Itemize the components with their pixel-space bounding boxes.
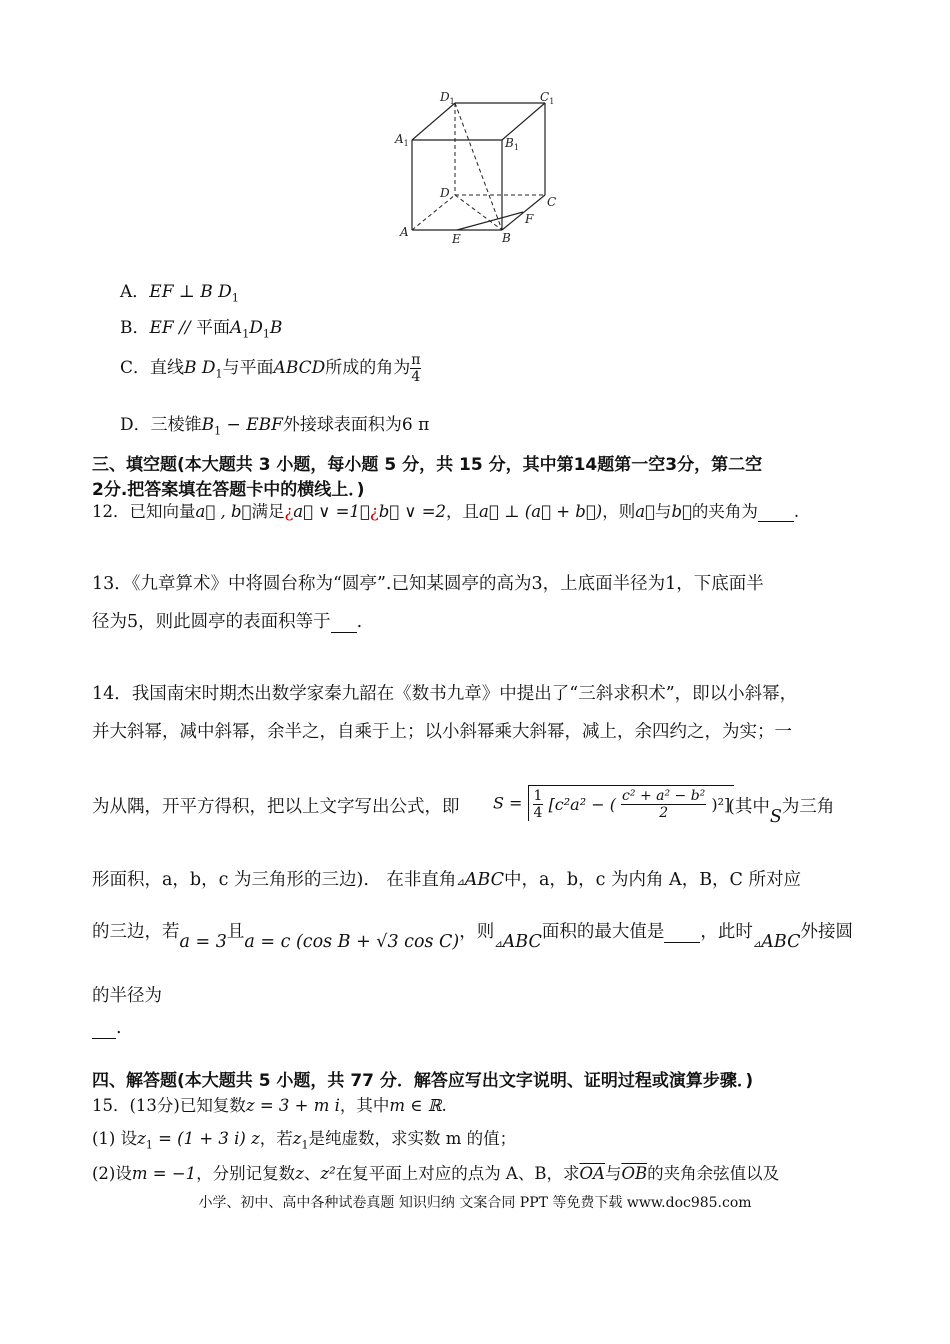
option-a: A．EF ⊥ B $D_1$ [120,282,239,305]
cube-figure [390,85,570,250]
question-14-line-6: 的半径为 [92,986,162,1006]
question-15-part-2: (2)设m = −1，分别记复数z、z²在复平面上对应的点为 A、B，求$\overline{OA}$与$\overline{OB}$的夹角余弦值以及 [92,1164,780,1183]
label-F: F [525,212,534,226]
answer-blank[interactable] [664,922,700,943]
question-13-line-1: 13．《九章算术》中将圆台称为“圆亭”.已知某圆亭的高为3，上底面半径为1，下底面半 [92,574,764,594]
question-15-part-1: (1) 设$z_1 = (1 + 3$ i) z，若$z_1$是纯虚数，求实数 m 的值； [92,1129,517,1152]
label-B1: $B_1$ [505,136,519,152]
label-C1: $C_1$ [540,90,555,106]
label-D: D [440,186,450,200]
label-A: A [400,225,409,239]
question-14-line-5: 的三边，若a = 3且a = c (cos B + √3 cos C)，则$_⊿$ABC面积的最大值是 ，此时$_⊿$ABC外接圆 [92,922,853,952]
heron-formula: S = $\frac{1}{4}$ [c²a² − ( $\frac{\text{c² + a² − b²}}{2}$ )²] [493,785,734,821]
section-4-heading: 四、解答题(本大题共 5 小题，共 77 分．解答应写出文字说明、证明过程或演算步骤．) [92,1071,754,1091]
label-C: C [547,195,557,209]
question-14-line-3b: (其中S为三角 [728,797,835,827]
question-14-line-4: 形面积，a，b，c 为三角形的三边). 在非直角⊿ABC中，a，b，c 为内角 A，B，C 所对应 [92,870,802,890]
question-14-line-7: . [92,1018,122,1039]
question-13-line-2: 径为5，则此圆亭的表面积等于 . [92,612,363,632]
label-A1: $A_1$ [395,132,409,148]
page-footer: 小学、初中、高中各种试卷真题 知识归纳 文案合同 PPT 等免费下载 www.doc985.com [198,1195,752,1211]
option-c: C．直线B $D_1$与平面ABCD所成的角为 $\frac{\pi}{4}$ [120,352,421,385]
answer-blank[interactable] [331,612,357,633]
question-12: 12．已知向量a⃗ , b⃗满足¿a⃗ ∨ =1，¿b⃗ ∨ =2，且a⃗ ⊥ (a⃗ + b⃗)，则a⃗与b⃗的夹角为 . [92,502,800,521]
label-B: B [502,231,511,245]
section-3-heading-cont: 2分.把答案填在答题卡中的横线上．) [92,480,365,500]
label-D1: $D_1$ [440,90,455,106]
question-14-line-3: 为从隅，开平方得积，把以上文字写出公式，即 [92,797,460,817]
answer-blank[interactable] [758,502,794,522]
question-14-line-1: 14．我国南宋时期杰出数学家秦九韶在《数书九章》中提出了“三斜求积术”，即以小斜幂， [92,684,798,704]
answer-blank[interactable] [92,1018,116,1039]
option-d: D．三棱锥$B_1$ − EBF外接球表面积为6 π [120,415,430,438]
option-b: B．EF // 平面$A_1D_1B$ [120,318,283,341]
label-E: E [452,232,461,246]
section-3-heading: 三、填空题(本大题共 3 小题，每小题 5 分，共 15 分，其中第14题第一空3分，第二空 [92,455,763,475]
question-14-line-2: 并大斜幂，减中斜幂，余半之，自乘于上；以小斜幂乘大斜幂，减上，余四约之，为实；一 [92,722,792,742]
question-15-line-1: 15．(13分)已知复数z = 3 + m i，其中m ∈ ℝ. [92,1096,447,1115]
